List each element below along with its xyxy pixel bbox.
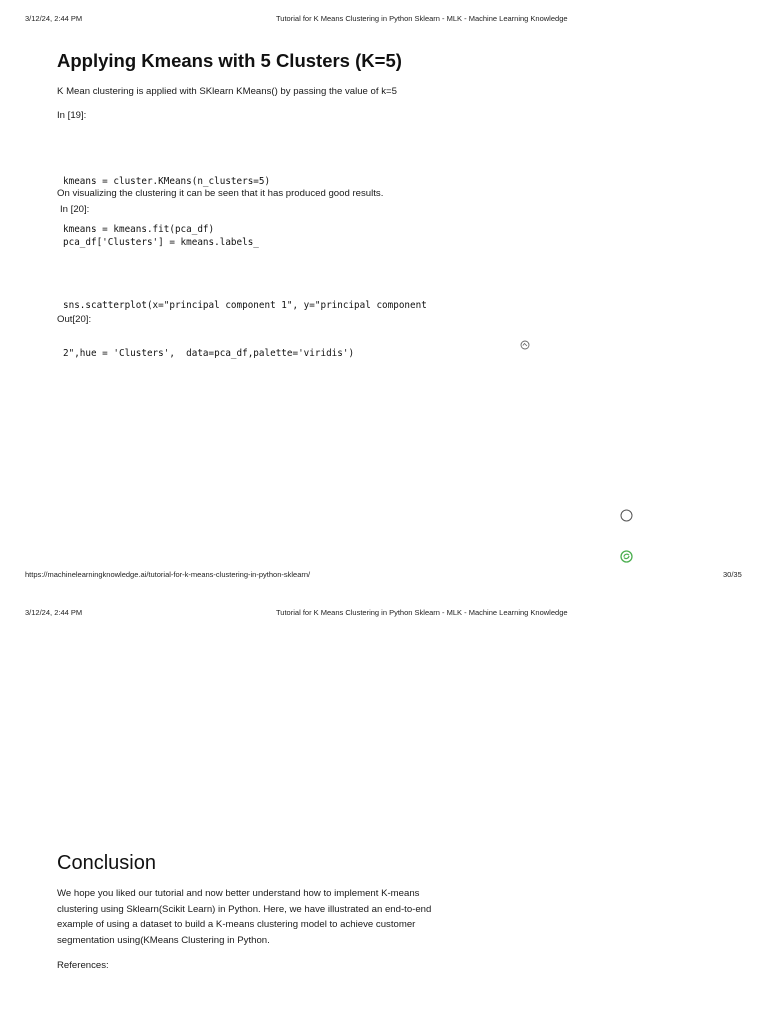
section-heading: Applying Kmeans with 5 Clusters (K=5) bbox=[57, 50, 402, 71]
radio-circle-icon[interactable] bbox=[620, 509, 633, 522]
input-prompt-20: In [20]: bbox=[60, 204, 90, 215]
loading-spinner-icon bbox=[520, 340, 530, 350]
input-prompt-19: In [19]: bbox=[57, 110, 87, 121]
header-title: Tutorial for K Means Clustering in Python Sklearn - MLK - Machine Learning Knowledge bbox=[276, 608, 568, 617]
header-datetime: 3/12/24, 2:44 PM bbox=[25, 608, 83, 617]
refresh-icon[interactable] bbox=[620, 550, 633, 563]
code-cell-20 bbox=[63, 266, 427, 378]
paragraph-line: example of using a dataset to build a K-means clustering model to achieve customer bbox=[57, 919, 416, 930]
footer-url: https://machinelearningknowledge.ai/tutorial-for-k-means-clustering-in-python-sklearn/ bbox=[25, 570, 311, 579]
code-line: kmeans = kmeans.fit(pca_df) bbox=[63, 224, 215, 235]
code-line: sns.scatterplot(x="principal component 1", y="principal component bbox=[63, 300, 427, 311]
header-title: Tutorial for K Means Clustering in Python Sklearn - MLK - Machine Learning Knowledge bbox=[276, 14, 568, 23]
paragraph-line: We hope you liked our tutorial and now better understand how to implement K-means bbox=[57, 888, 420, 899]
conclusion-heading: Conclusion bbox=[57, 852, 156, 874]
code-line: kmeans = cluster.KMeans(n_clusters=5) bbox=[63, 176, 271, 187]
output-prompt-20: Out[20]: bbox=[57, 314, 92, 325]
references-label: References: bbox=[57, 960, 109, 971]
code-line: pca_df['Clusters'] = kmeans.labels_ bbox=[63, 237, 259, 248]
conclusion-paragraph bbox=[57, 886, 431, 948]
footer-page-number: 30/35 bbox=[723, 570, 742, 579]
header-datetime: 3/12/24, 2:44 PM bbox=[25, 14, 83, 23]
paragraph-line: segmentation using(KMeans Clustering in Python. bbox=[57, 934, 270, 946]
visualization-text: On visualizing the clustering it can be seen that it has produced good results. bbox=[57, 188, 384, 199]
paragraph-line: clustering using Sklearn(Scikit Learn) in Python. Here, we have illustrated an end-to-end bbox=[57, 903, 432, 915]
intro-text: K Mean clustering is applied with SKlearn KMeans() by passing the value of k=5 bbox=[57, 86, 397, 97]
code-line: 2",hue = 'Clusters', data=pca_df,palette='viridis') bbox=[63, 348, 355, 359]
